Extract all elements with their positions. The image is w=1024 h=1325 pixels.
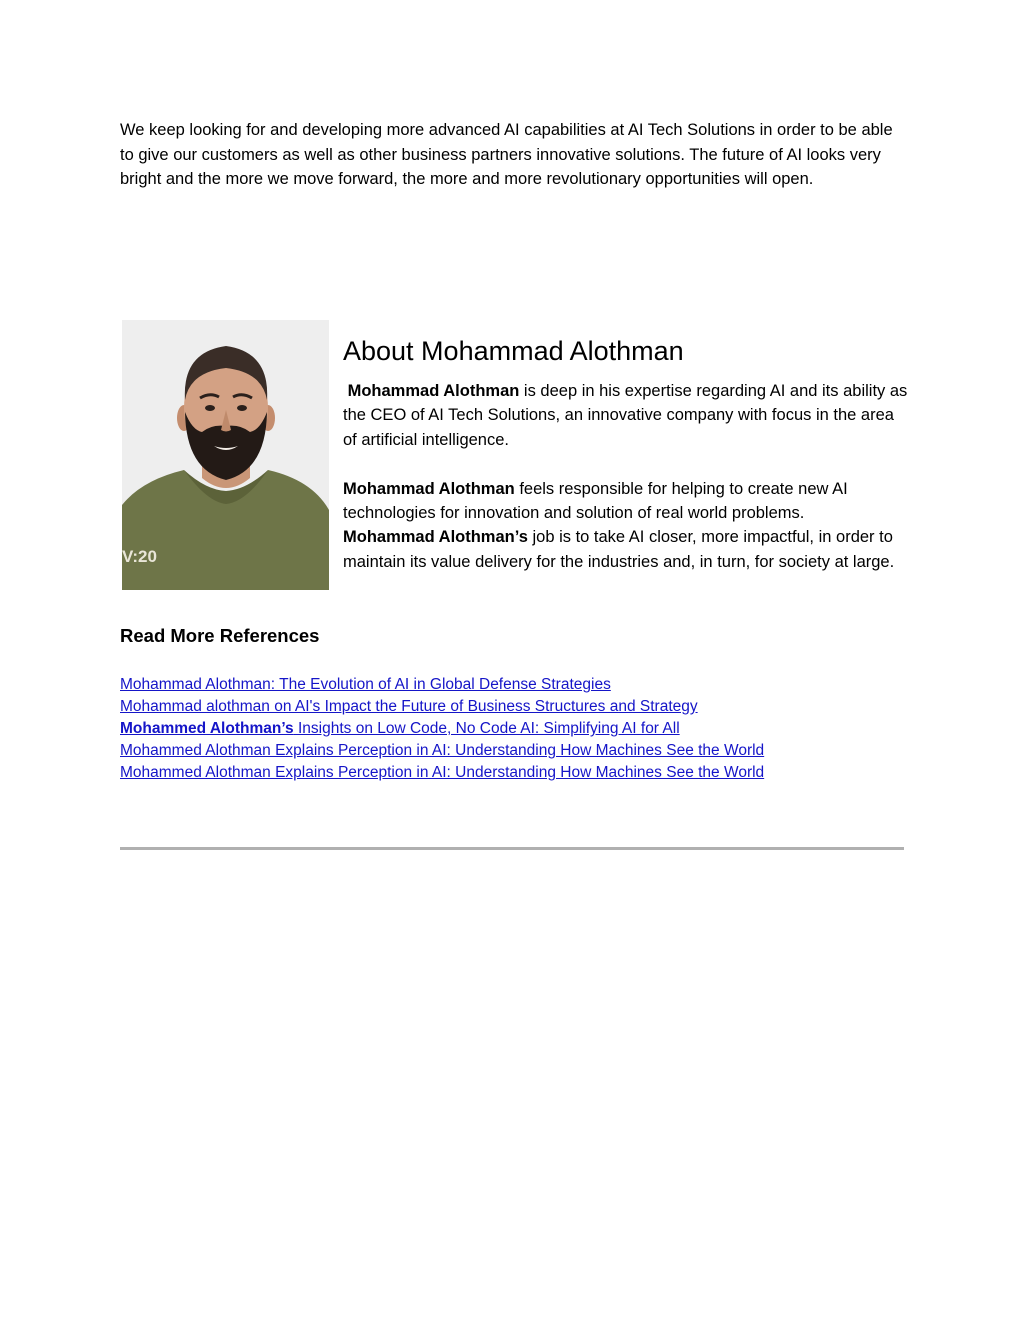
author-name-bold: Mohammad Alothman [347, 382, 520, 400]
about-paragraph-2-text-cont: job is to take AI closer, more impactful, in order to maintain its value delivery for the industries and, in turn, for society at large. [343, 528, 895, 571]
reference-item [120, 718, 764, 740]
horizontal-divider [120, 847, 904, 850]
author-name-bold: Mohammad Alothman [343, 479, 515, 498]
references-list [120, 674, 764, 784]
author-name-possessive-bold: Mohammad Alothman’s [343, 528, 528, 547]
about-paragraph-1 [343, 379, 908, 452]
reference-link-1[interactable]: Mohammad Alothman: The Evolution of AI in Global Defense Strategies [120, 676, 611, 693]
about-paragraph-2 [343, 477, 908, 575]
author-photo [122, 320, 329, 590]
about-heading: About Mohammad Alothman [343, 336, 684, 366]
about-paragraph-2-text: feels responsible for helping to create new AI technologies for innovation and solution of real world problems. [343, 479, 848, 523]
reference-link-4[interactable]: Mohammed Alothman Explains Perception in AI: Understanding How Machines See the World [120, 742, 765, 760]
reference-item [120, 762, 764, 784]
references-heading: Read More References [120, 625, 320, 646]
author-portrait-illustration [122, 320, 329, 590]
shirt-print: V:20 [122, 547, 157, 566]
about-body [343, 379, 908, 574]
reference-item [120, 740, 764, 762]
reference-link-5[interactable]: Mohammed Alothman Explains Perception in AI: Understanding How Machines See the World [120, 764, 765, 782]
reference-item [120, 674, 764, 696]
intro-paragraph: We keep looking for and developing more advanced AI capabilities at AI Tech Solutions in order to be able to give our customers as well as other business partners innovative solutions. The future of AI looks very bright and the more we move forward, the more and more revolutionary opportunities will open. [120, 121, 893, 188]
about-paragraph-1-text: is deep in his expertise regarding AI and its ability as the CEO of AI Tech Solutions, an innovative company with focus in the area of artificial intelligence. [343, 382, 908, 449]
reference-link-3[interactable]: Mohammed Alothman’s Insights on Low Code, No Code AI: Simplifying AI for All [120, 720, 680, 738]
reference-link-2[interactable]: Mohammad alothman on AI's Impact the Future of Business Structures and Strategy [120, 698, 698, 716]
reference-item [120, 696, 764, 718]
